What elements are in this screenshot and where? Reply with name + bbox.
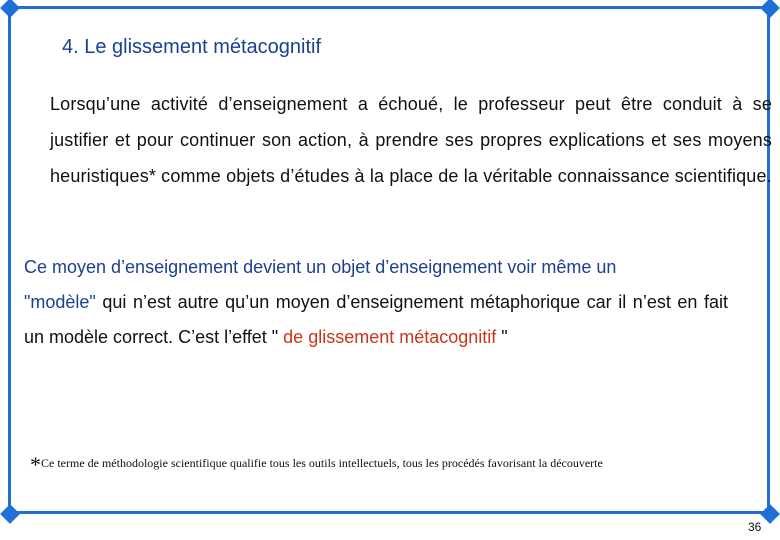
paragraph-2-lead: Ce moyen d’enseignement devient un objet d’enseignement voir même un [24,257,617,277]
footnote-marker: * [30,452,41,477]
paragraph-2-close: " [496,327,508,347]
highlight-phrase: de glissement métacognitif [283,327,497,347]
model-word: "modèle" [24,292,96,312]
footnote [30,452,750,478]
footnote-text: Ce terme de méthodologie scientifique qualifie tous les outils intellectuels, tous les procédés favorisant la découverte [41,456,603,470]
paragraph-2 [24,250,728,355]
paragraph-2-body: qui n’est autre qu’un moyen d’enseignement métaphorique car il n’est en fait un modèle correct. C’est l’effet " [24,292,728,347]
slide-title: 4. Le glissement métacognitif [62,36,322,58]
paragraph-1: Lorsqu’une activité d’enseignement a échoué, le professeur peut être conduit à se justifier et pour continuer son action, à prendre ses propres explications et ses moyens heuristiques* comme objets d’études à la place de la véritable connaissance scientifique. [50,94,772,186]
page-number: 36 [748,520,762,534]
